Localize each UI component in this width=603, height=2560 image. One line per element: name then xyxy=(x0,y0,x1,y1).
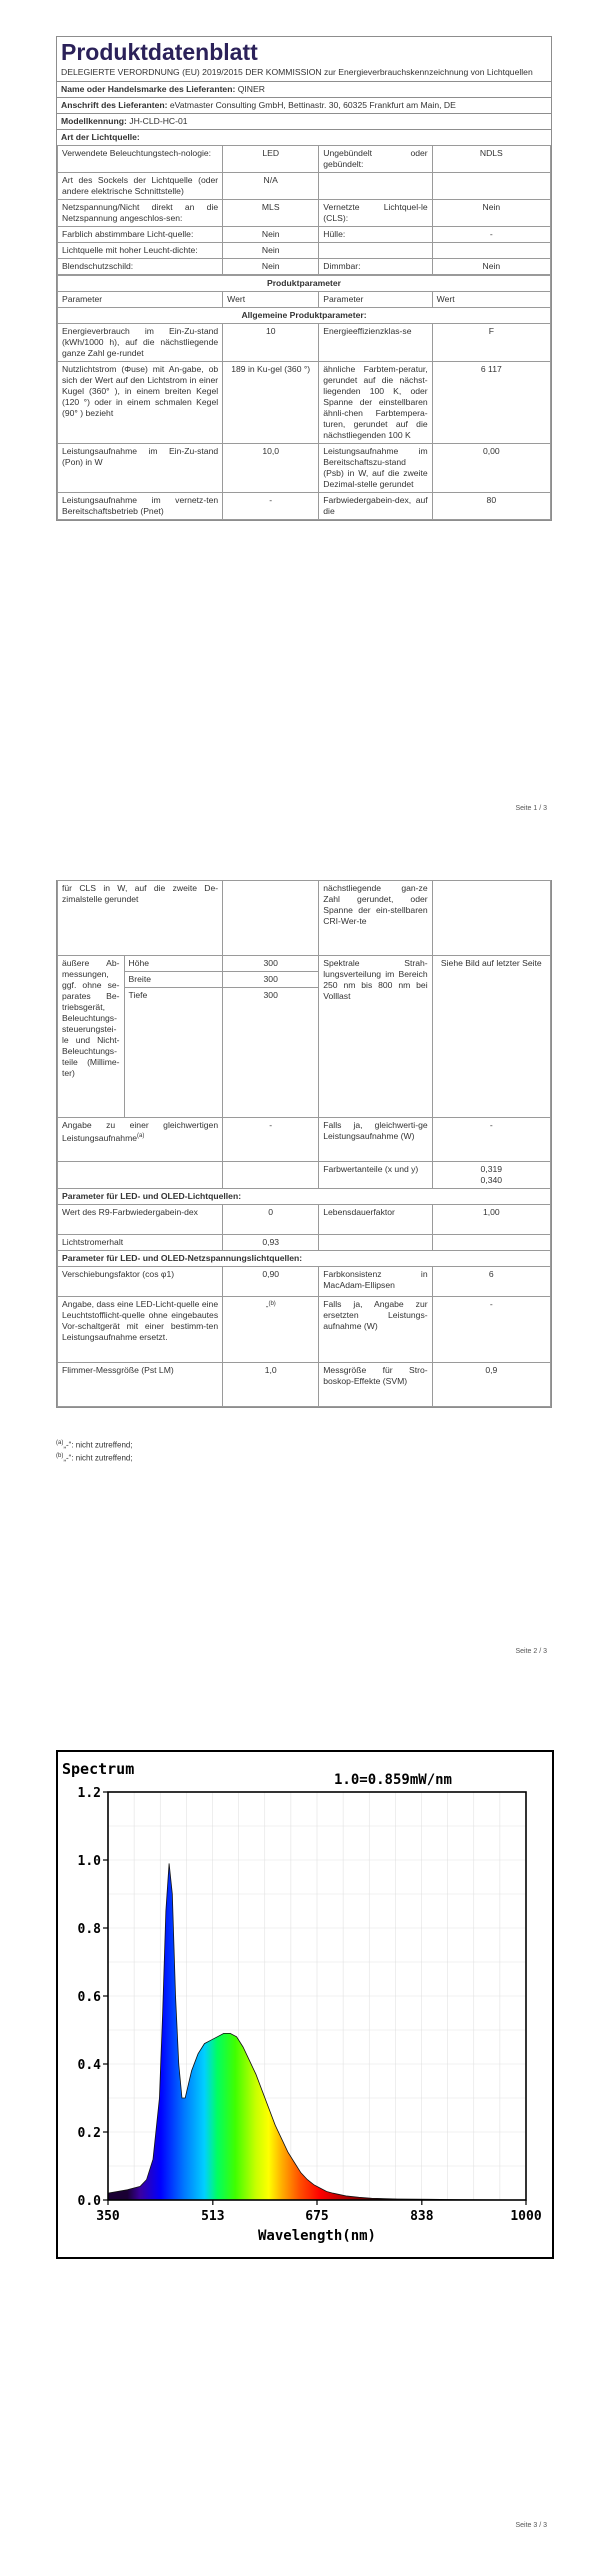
type-value: - xyxy=(432,227,550,243)
page-1 xyxy=(0,0,603,810)
address-row xyxy=(57,97,551,113)
x-tick-label: 513 xyxy=(201,2209,225,2224)
type-label: Hülle: xyxy=(319,227,432,243)
y-tick-label: 0.8 xyxy=(77,1922,101,1937)
type-value: Nein xyxy=(223,227,319,243)
page-2 xyxy=(0,880,603,1680)
table-row xyxy=(58,173,551,200)
footnote-b-ref: (b) xyxy=(268,1301,276,1307)
spectral-label: Spektrale Strah-lungsverteilung im Bereich 250 nm bis 800 nm bei Volllast xyxy=(319,956,432,1118)
y-tick-label: 0.2 xyxy=(77,2126,101,2141)
lumen-maint-value: 0,93 xyxy=(223,1235,319,1251)
param-value: F xyxy=(432,324,550,362)
flicker-value: 1,0 xyxy=(223,1363,319,1407)
y-tick-label: 0.4 xyxy=(77,2058,101,2073)
footnote-a-mark: (a) xyxy=(56,1440,64,1446)
supplier-name-label: Name oder Handelsmarke des Lieferanten: xyxy=(61,84,236,94)
x-tick-label: 350 xyxy=(96,2209,120,2224)
page-number: Seite 3 / 3 xyxy=(515,2522,547,2529)
type-table xyxy=(57,145,551,275)
table-row xyxy=(58,227,551,243)
type-label xyxy=(319,173,432,200)
param-label: Leistungsaufnahme im vernetz-ten Bereitschaftsbetrieb (Pnet) xyxy=(58,493,223,520)
spectrum-chart-svg xyxy=(58,1752,548,2253)
chromaticity-value xyxy=(432,1162,550,1189)
empty-cell xyxy=(319,1235,432,1251)
type-value: Nein xyxy=(432,200,550,227)
model-label: Modellkennung: xyxy=(61,116,127,126)
replacement-value xyxy=(223,1297,319,1363)
table-row xyxy=(58,146,551,173)
spectral-value: Siehe Bild auf letzter Seite xyxy=(432,956,550,1118)
x-tick-label: 1000 xyxy=(510,2209,542,2224)
table-row xyxy=(58,362,551,444)
page-number: Seite 1 / 3 xyxy=(515,805,547,812)
empty-cell xyxy=(432,881,550,956)
regulation-subtitle: DELEGIERTE VERORDNUNG (EU) 2019/2015 DER KOMMISSION zur Energieverbrauchskennzeichnung von Lichtquellen xyxy=(61,67,533,77)
equiv-power-text: Angabe zu einer gleichwertigen Leistungsaufnahme xyxy=(62,1120,219,1143)
type-label: Art des Sockels der Lichtquelle (oder andere elektrische Schnittstelle) xyxy=(58,173,223,200)
table-row xyxy=(58,324,551,362)
macadam-value: 6 xyxy=(432,1267,550,1297)
type-label: Netzspannung/Nicht direkt an die Netzspannung angeschlos-sen: xyxy=(58,200,223,227)
param-label: Leistungsaufnahme im Ein-Zu-stand (Pon) in W xyxy=(58,444,223,493)
flicker-label: Flimmer-Messgröße (Pst LM) xyxy=(58,1363,223,1407)
lifetime-label: Lebensdauerfaktor xyxy=(319,1205,432,1235)
type-value: Nein xyxy=(432,259,550,275)
lifetime-value: 1,00 xyxy=(432,1205,550,1235)
param-label: ähnliche Farbtem-peratur, gerundet auf die nächst-liegenden 100 K, oder Spanne der einstellbaren ähnli-chen Farbtempera-turen, gerundet auf die nächstliegenden 100 K xyxy=(319,362,432,444)
chroma-x: 0,319 xyxy=(480,1164,503,1174)
type-label: Dimmbar: xyxy=(319,259,432,275)
type-value: Nein xyxy=(223,243,319,259)
address-label: Anschrift des Lieferanten: xyxy=(61,100,168,110)
params-table-cont xyxy=(57,880,551,1407)
type-label: Ungebündelt oder gebündelt: xyxy=(319,146,432,173)
footnote-b xyxy=(56,1451,133,1464)
chart-annotation: 1.0=0.859mW/nm xyxy=(333,1772,453,1788)
model: JH-CLD-HC-01 xyxy=(129,116,188,126)
footnote-b-mark: (b) xyxy=(56,1452,64,1459)
type-label: Farblich abstimmbare Licht-quelle: xyxy=(58,227,223,243)
page-title: Produktdatenblatt xyxy=(61,39,258,65)
footnotes xyxy=(56,1438,133,1463)
type-value: NDLS xyxy=(432,146,550,173)
param-value: 10 xyxy=(223,324,319,362)
datasheet-page-2 xyxy=(56,880,552,1408)
type-value xyxy=(432,243,550,259)
y-tick-label: 1.2 xyxy=(77,1786,101,1801)
col-param: Parameter xyxy=(58,292,223,308)
type-value: MLS xyxy=(223,200,319,227)
spectrum-chart xyxy=(56,1750,554,2259)
table-row xyxy=(58,243,551,259)
address: eVatmaster Consulting GmbH, Bettinastr. 30, 60325 Frankfurt am Main, DE xyxy=(169,100,456,110)
col-param: Parameter xyxy=(319,292,432,308)
table-row xyxy=(58,259,551,275)
dimensions-label: äußere Ab-messungen, ggf. ohne se-parates Be-triebsgerät, Beleuchtungs-steuerungstei-le und Nicht-Beleuchtungs-teile (Millime-ter) xyxy=(58,956,125,1118)
supplier-name-row xyxy=(57,81,551,97)
param-label: Farbwiedergabein-dex, auf die xyxy=(319,493,432,520)
param-value: 10,0 xyxy=(223,444,319,493)
param-value: 189 in Ku-gel (360 °) xyxy=(223,362,319,444)
dim-width-value: 300 xyxy=(223,972,319,988)
x-tick-label: 838 xyxy=(410,2209,434,2224)
param-value: - xyxy=(223,493,319,520)
equiv-power-label xyxy=(58,1118,223,1162)
r9-label: Wert des R9-Farbwiedergabein-dex xyxy=(58,1205,223,1235)
pnet-cont-label: für CLS in W, auf die zweite De-zimalstelle gerundet xyxy=(58,881,223,956)
type-label: Lichtquelle mit hoher Leucht-dichte: xyxy=(58,243,223,259)
param-value: 6 117 xyxy=(432,362,550,444)
empty-cell xyxy=(223,1162,319,1189)
general-header: Allgemeine Produktparameter: xyxy=(58,308,551,324)
param-value: 80 xyxy=(432,493,550,520)
col-value: Wert xyxy=(223,292,319,308)
param-label: Leistungsaufnahme im Bereitschaftszu-stand (Psb) in W, auf die zweite Dezimal-stelle gerundet xyxy=(319,444,432,493)
chroma-y: 0,340 xyxy=(480,1175,503,1185)
cos-phi-value: 0,90 xyxy=(223,1267,319,1297)
footnote-a-text: „-“: nicht zutreffend; xyxy=(63,1440,133,1450)
cos-phi-label: Verschiebungsfaktor (cos φ1) xyxy=(58,1267,223,1297)
type-value: LED xyxy=(223,146,319,173)
chromaticity-label: Farbwertanteile (x und y) xyxy=(319,1162,432,1189)
r9-value: 0 xyxy=(223,1205,319,1235)
stroboscopic-value: 0,9 xyxy=(432,1363,550,1407)
empty-cell xyxy=(58,1162,223,1189)
x-axis-label: Wavelength(nm) xyxy=(257,2228,377,2244)
y-tick-label: 0.0 xyxy=(77,2194,101,2209)
chart-title: Spectrum xyxy=(62,1760,135,1778)
page-3 xyxy=(0,1700,603,2560)
empty-cell xyxy=(432,1235,550,1251)
type-header: Art der Lichtquelle: xyxy=(57,129,551,145)
replaced-power-label: Falls ja, Angabe zur ersetzten Leistungs-aufnahme (W) xyxy=(319,1297,432,1363)
table-row xyxy=(58,444,551,493)
dim-depth-label: Tiefe xyxy=(124,988,223,1118)
type-value: Nein xyxy=(223,259,319,275)
y-tick-label: 0.6 xyxy=(77,1990,101,2005)
macadam-label: Farbkonsistenz in MacAdam-Ellipsen xyxy=(319,1267,432,1297)
page-number: Seite 2 / 3 xyxy=(515,1648,547,1655)
x-tick-label: 675 xyxy=(305,2209,329,2224)
equiv-power-w-label: Falls ja, gleichwerti-ge Leistungsaufnahme (W) xyxy=(319,1118,432,1162)
type-value: N/A xyxy=(223,173,319,200)
led-params-header: Parameter für LED- und OLED-Lichtquellen: xyxy=(58,1189,551,1205)
type-label: Vernetzte Lichtquel-le (CLS): xyxy=(319,200,432,227)
param-value: 0,00 xyxy=(432,444,550,493)
product-params-table xyxy=(57,275,551,520)
footnote-a-ref: (a) xyxy=(137,1133,145,1139)
mains-params-header: Parameter für LED- und OLED-Netzspannungslichtquellen: xyxy=(58,1251,551,1267)
param-label: Nutzlichtstrom (Φuse) mit An-gabe, ob sich der Wert auf den Lichtstrom in einer Kugel (360° ), in einem breiten Kegel (120 °) oder in einem schmalen Kegel (90° ) bezieht xyxy=(58,362,223,444)
footnote-a xyxy=(56,1438,133,1451)
model-row xyxy=(57,113,551,129)
type-value xyxy=(432,173,550,200)
empty-cell xyxy=(223,881,319,956)
col-value: Wert xyxy=(432,292,550,308)
table-row xyxy=(58,493,551,520)
cri-cont-label: nächstliegende gan-ze Zahl gerundet, oder Spanne der ein-stellbaren CRI-Wer-te xyxy=(319,881,432,956)
footnote-b-text: „-“: nicht zutreffend; xyxy=(63,1453,133,1463)
stroboscopic-label: Messgröße für Stro-boskop-Effekte (SVM) xyxy=(319,1363,432,1407)
type-label: Blendschutzschild: xyxy=(58,259,223,275)
product-params-header: Produktparameter xyxy=(58,276,551,292)
y-tick-label: 1.0 xyxy=(77,1854,101,1869)
param-label: Energieeffizienzklas-se xyxy=(319,324,432,362)
replaced-power-value: - xyxy=(432,1297,550,1363)
datasheet-page-1 xyxy=(56,36,552,521)
replacement-dash: - xyxy=(265,1300,269,1311)
equiv-power-value: - xyxy=(223,1118,319,1162)
dim-height-label: Höhe xyxy=(124,956,223,972)
lumen-maint-label: Lichtstromerhalt xyxy=(58,1235,223,1251)
table-row xyxy=(58,200,551,227)
dim-height-value: 300 xyxy=(223,956,319,972)
equiv-power-w-value: - xyxy=(432,1118,550,1162)
dim-width-label: Breite xyxy=(124,972,223,988)
param-label: Energieverbrauch im Ein-Zu-stand (kWh/1000 h), auf die nächstliegende ganze Zahl ge-rundet xyxy=(58,324,223,362)
type-label: Verwendete Beleuchtungstech-nologie: xyxy=(58,146,223,173)
dim-depth-value: 300 xyxy=(223,988,319,1118)
supplier-name: QINER xyxy=(237,84,265,94)
replacement-label: Angabe, dass eine LED-Licht-quelle eine Leuchtstofflicht-quelle ohne eingebautes Vor-schaltgerät mit einer bestimm-ten Leistungsaufnahme ersetzt. xyxy=(58,1297,223,1363)
type-label xyxy=(319,243,432,259)
